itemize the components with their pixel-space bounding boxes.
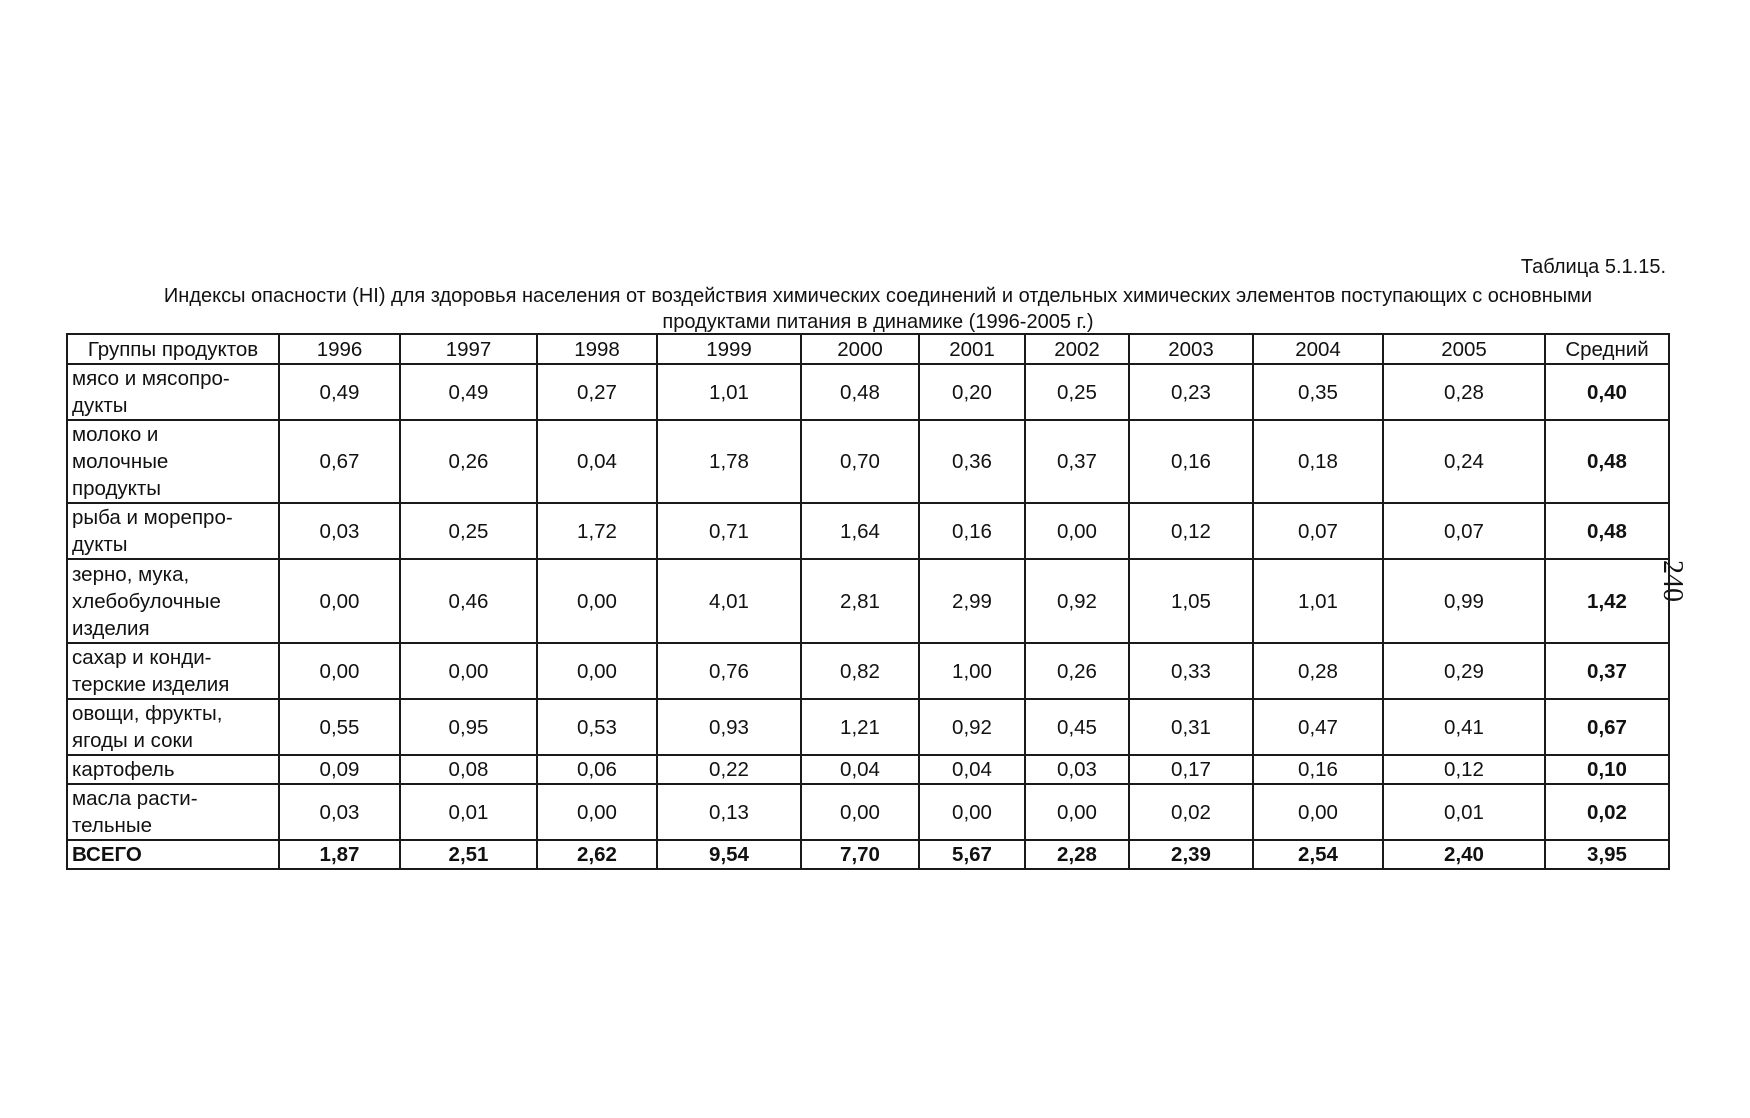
total-value-cell: 7,70 [801, 840, 919, 869]
column-header: Средний [1545, 334, 1669, 364]
column-header: 1998 [537, 334, 657, 364]
total-value-cell: 1,87 [279, 840, 400, 869]
total-value-cell: 2,51 [400, 840, 537, 869]
value-cell: 0,00 [279, 643, 400, 699]
column-header: 1999 [657, 334, 801, 364]
hazard-index-table [66, 333, 1670, 870]
group-cell: картофель [67, 755, 279, 784]
value-cell: 0,16 [919, 503, 1025, 559]
value-cell: 0,36 [919, 420, 1025, 503]
value-cell: 0,13 [657, 784, 801, 840]
total-value-cell: 2,28 [1025, 840, 1129, 869]
value-cell: 0,00 [919, 784, 1025, 840]
table-title: Индексы опасности (HI) для здоровья населения от воздействия химических соединений и отдельных химических элементов поступающих с основными продуктами питания в динамике (1996-2005 г.) [163, 285, 1593, 333]
value-cell: 0,41 [1383, 699, 1545, 755]
table-row [67, 364, 1669, 420]
total-row [67, 840, 1669, 869]
value-cell: 0,28 [1383, 364, 1545, 420]
column-header: 2003 [1129, 334, 1253, 364]
average-cell: 0,37 [1545, 643, 1669, 699]
value-cell: 0,93 [657, 699, 801, 755]
value-cell: 0,00 [537, 643, 657, 699]
value-cell: 1,64 [801, 503, 919, 559]
value-cell: 0,02 [1129, 784, 1253, 840]
value-cell: 0,29 [1383, 643, 1545, 699]
column-header: 1997 [400, 334, 537, 364]
group-cell: сахар и конди- терские изделия [67, 643, 279, 699]
value-cell: 0,04 [919, 755, 1025, 784]
value-cell: 0,23 [1129, 364, 1253, 420]
page-number: 240 [1657, 560, 1688, 602]
value-cell: 0,00 [1025, 784, 1129, 840]
column-header: 2002 [1025, 334, 1129, 364]
value-cell: 0,33 [1129, 643, 1253, 699]
total-label-cell: ВСЕГО [67, 840, 279, 869]
column-header: 1996 [279, 334, 400, 364]
value-cell: 0,49 [400, 364, 537, 420]
value-cell: 2,81 [801, 559, 919, 643]
group-cell: овощи, фрукты, ягоды и соки [67, 699, 279, 755]
value-cell: 0,09 [279, 755, 400, 784]
value-cell: 0,17 [1129, 755, 1253, 784]
average-cell: 0,10 [1545, 755, 1669, 784]
value-cell: 0,55 [279, 699, 400, 755]
table-row [67, 643, 1669, 699]
column-header: 2001 [919, 334, 1025, 364]
total-value-cell: 2,39 [1129, 840, 1253, 869]
value-cell: 0,07 [1383, 503, 1545, 559]
value-cell: 0,00 [537, 559, 657, 643]
average-cell: 0,67 [1545, 699, 1669, 755]
total-value-cell: 9,54 [657, 840, 801, 869]
group-cell: молоко и молочные продукты [67, 420, 279, 503]
value-cell: 1,05 [1129, 559, 1253, 643]
table-row [67, 503, 1669, 559]
value-cell: 0,67 [279, 420, 400, 503]
value-cell: 1,00 [919, 643, 1025, 699]
value-cell: 1,01 [1253, 559, 1383, 643]
value-cell: 0,00 [279, 559, 400, 643]
table-row [67, 784, 1669, 840]
value-cell: 0,12 [1383, 755, 1545, 784]
total-average-cell: 3,95 [1545, 840, 1669, 869]
group-cell: масла расти- тельные [67, 784, 279, 840]
value-cell: 0,04 [537, 420, 657, 503]
value-cell: 0,00 [1025, 503, 1129, 559]
table-row [67, 420, 1669, 503]
value-cell: 0,25 [400, 503, 537, 559]
value-cell: 0,26 [400, 420, 537, 503]
value-cell: 0,08 [400, 755, 537, 784]
value-cell: 0,01 [400, 784, 537, 840]
value-cell: 0,47 [1253, 699, 1383, 755]
value-cell: 2,99 [919, 559, 1025, 643]
total-value-cell: 2,40 [1383, 840, 1545, 869]
table-label: Таблица 5.1.15. [1520, 256, 1666, 278]
value-cell: 0,00 [1253, 784, 1383, 840]
value-cell: 0,92 [1025, 559, 1129, 643]
average-cell: 0,02 [1545, 784, 1669, 840]
table-row [67, 559, 1669, 643]
value-cell: 1,78 [657, 420, 801, 503]
value-cell: 0,01 [1383, 784, 1545, 840]
value-cell: 0,71 [657, 503, 801, 559]
column-header: 2000 [801, 334, 919, 364]
value-cell: 0,04 [801, 755, 919, 784]
column-header: 2004 [1253, 334, 1383, 364]
value-cell: 0,99 [1383, 559, 1545, 643]
average-cell: 0,40 [1545, 364, 1669, 420]
value-cell: 0,27 [537, 364, 657, 420]
average-cell: 0,48 [1545, 420, 1669, 503]
value-cell: 4,01 [657, 559, 801, 643]
value-cell: 0,00 [400, 643, 537, 699]
value-cell: 0,03 [1025, 755, 1129, 784]
average-cell: 1,42 [1545, 559, 1669, 643]
value-cell: 0,76 [657, 643, 801, 699]
value-cell: 0,53 [537, 699, 657, 755]
value-cell: 0,48 [801, 364, 919, 420]
value-cell: 0,03 [279, 784, 400, 840]
table-row [67, 699, 1669, 755]
total-value-cell: 2,54 [1253, 840, 1383, 869]
value-cell: 0,35 [1253, 364, 1383, 420]
group-cell: мясо и мясопро- дукты [67, 364, 279, 420]
value-cell: 0,37 [1025, 420, 1129, 503]
value-cell: 0,26 [1025, 643, 1129, 699]
value-cell: 0,45 [1025, 699, 1129, 755]
value-cell: 0,00 [801, 784, 919, 840]
value-cell: 1,72 [537, 503, 657, 559]
value-cell: 0,06 [537, 755, 657, 784]
total-value-cell: 5,67 [919, 840, 1025, 869]
value-cell: 0,70 [801, 420, 919, 503]
table-row [67, 755, 1669, 784]
value-cell: 0,03 [279, 503, 400, 559]
group-cell: рыба и морепро- дукты [67, 503, 279, 559]
value-cell: 0,25 [1025, 364, 1129, 420]
table-header-row [67, 334, 1669, 364]
value-cell: 0,20 [919, 364, 1025, 420]
value-cell: 0,22 [657, 755, 801, 784]
value-cell: 0,28 [1253, 643, 1383, 699]
average-cell: 0,48 [1545, 503, 1669, 559]
value-cell: 0,00 [537, 784, 657, 840]
value-cell: 0,82 [801, 643, 919, 699]
value-cell: 0,31 [1129, 699, 1253, 755]
value-cell: 0,46 [400, 559, 537, 643]
value-cell: 1,21 [801, 699, 919, 755]
value-cell: 0,92 [919, 699, 1025, 755]
value-cell: 0,24 [1383, 420, 1545, 503]
total-value-cell: 2,62 [537, 840, 657, 869]
column-header: Группы продуктов [67, 334, 279, 364]
value-cell: 0,16 [1129, 420, 1253, 503]
value-cell: 0,49 [279, 364, 400, 420]
value-cell: 0,12 [1129, 503, 1253, 559]
value-cell: 0,18 [1253, 420, 1383, 503]
column-header: 2005 [1383, 334, 1545, 364]
value-cell: 0,07 [1253, 503, 1383, 559]
value-cell: 0,95 [400, 699, 537, 755]
value-cell: 1,01 [657, 364, 801, 420]
value-cell: 0,16 [1253, 755, 1383, 784]
group-cell: зерно, мука, хлебобулочные изделия [67, 559, 279, 643]
